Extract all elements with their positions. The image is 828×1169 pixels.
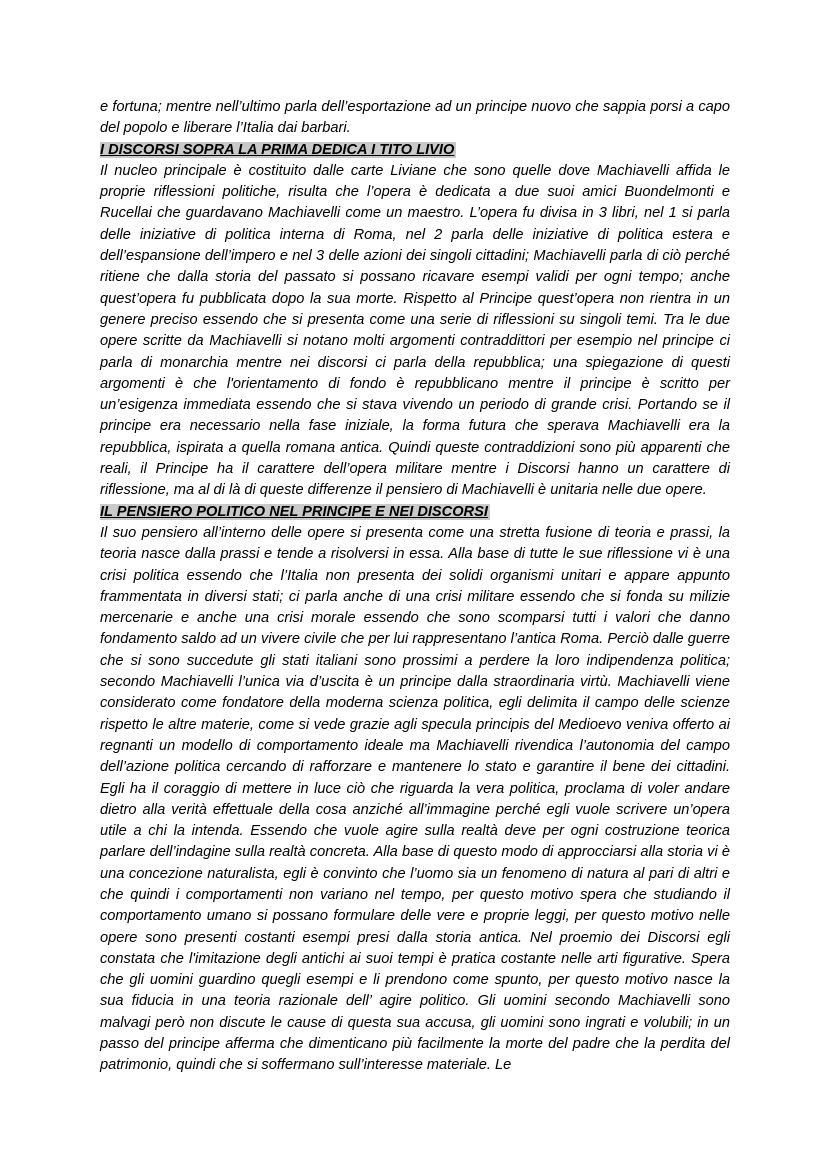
document-page bbox=[100, 97, 730, 1077]
intro-paragraph: e fortuna; mentre nell’ultimo parla dell’esportazione ad un principe nuovo che sappia porsi a capo del popolo e liberare l’Italia dai barbari. bbox=[100, 99, 730, 137]
section-heading-pensiero-politico bbox=[100, 502, 730, 523]
section-body-discorsi: Il nucleo principale è costituito dalle carte Liviane che sono quelle dove Machiavelli affida le proprie riflessioni politiche, risulta che l’opera è dedicata a due suoi amici Buondelmonti e Rucellai che guardavano Machiavelli come un maestro. L’opera fu divisa in 3 libri, nel 1 si parla delle iniziative di politica interna di Roma, nel 2 parla delle iniziative di politica estera e dell’espansione dell’impero e nel 3 delle azioni dei singoli cittadini; Machiavelli parla di ciò perché ritiene che dalla storia del passato si possano ricavare esempi validi per ogni tempo; anche quest’opera fu pubblicata dopo la sua morte. Rispetto al Principe quest’opera non rientra in un genere preciso essendo che si presenta come una serie di riflessioni su singoli temi. Tra le due opere scritte da Machiavelli si notano molti argomenti contraddittori per esempio nel principe ci parla di monarchia mentre nei discorsi ci parla della repubblica; una spiegazione di questi argomenti è che l'orientamento di fondo è repubblicano mentre il principe è scritto per un’esigenza immediata essendo che si stava vivendo un periodo di grande crisi. Portando se il principe era necessario nella fase iniziale, la forma futura che sperava Machiavelli era la repubblica, ispirata a quella romana antica. Quindi queste contraddizioni sono più apparenti che reali, il Principe ha il carattere dell’opera militare mentre i Discorsi hanno un carattere di riflessione, ma al di là di queste differenze il pensiero di Machiavelli è unitaria nelle due opere. bbox=[100, 162, 730, 499]
section-body-pensiero-politico: Il suo pensiero all’interno delle opere si presenta come una stretta fusione di teoria e prassi, la teoria nasce dalla prassi e tende a risolversi in essa. Alla base di tutte le sue riflessione vi è una crisi politica essendo che l’Italia non presenta dei solidi organismi unitari e appare appunto frammentata in diversi stati; ci parla anche di una crisi militare essendo che si fonda su milizie mercenarie e anche una crisi morale essendo che sono scomparsi tutti i valori che danno fondamento saldo ad un vivere civile che per lui rappresentano l’antica Roma. Perciò dalle guerre che si sono succedute gli stati italiani sono prossimi a perdere la loro indipendenza politica; secondo Machiavelli l’unica via d’uscita è un principe dalla straordinaria virtù. Machiavelli viene considerato come fondatore della moderna scienza politica, egli delimita il campo delle scienze rispetto le altre materie, come si vede grazie agli specula principis del Medioevo veniva offerto ai regnanti un modello di comportamento ideale ma Machiavelli rivendica l’autonomia del campo dell’azione politica cercando di rafforzare e mantenere lo stato e garantire il bene dei cittadini. Egli ha il coraggio di mettere in luce ciò che riguarda la vera politica, proclama di voler andare dietro alla verità effettuale della cosa anziché all’immagine perché egli vuole scrivere un’opera utile a chi la intenda. Essendo che vuole agire sulla realtà deve per ogni costruzione teorica parlare dell’indagine sulla realtà concreta. Alla base di questo modo di approcciarsi alla storia vi è una concezione naturalista, egli è convinto che l’uomo sia un fenomeno di natura al pari di altri e che quindi i comportamenti non variano nel tempo, per questo motivo spera che studiando il comportamento umano si possano formulare delle vere e proprie leggi, per questo motivo nelle opere sono presenti costanti esempi presi dalla storia antica. Nel proemio dei Discorsi egli constata che l'imitazione degli antichi ai suoi tempi è pratica costante nelle arti figurative. Spera che gli uomini guardino quegli esempi e li prendono come spunto, per questo motivo nasce la sua fiducia in una teoria razionale dell’ agire politico. Gli uomini secondo Machiavelli sono malvagi però non discute le cause di questa sua accusa, gli uomini sono ingrati e volubili; in un passo del principe afferma che dimenticano più facilmente la morte del padre che la perdita del patrimonio, quindi che si soffermano sull’interesse materiale. Le bbox=[100, 524, 730, 1074]
section-heading-pensiero-politico-text: IL PENSIERO POLITICO NEL PRINCIPE E NEI DISCORSI bbox=[100, 503, 488, 520]
section-heading-discorsi-text: I DISCORSI SOPRA LA PRIMA DEDICA I TITO LIVIO bbox=[100, 141, 455, 158]
section-heading-discorsi bbox=[100, 140, 730, 161]
